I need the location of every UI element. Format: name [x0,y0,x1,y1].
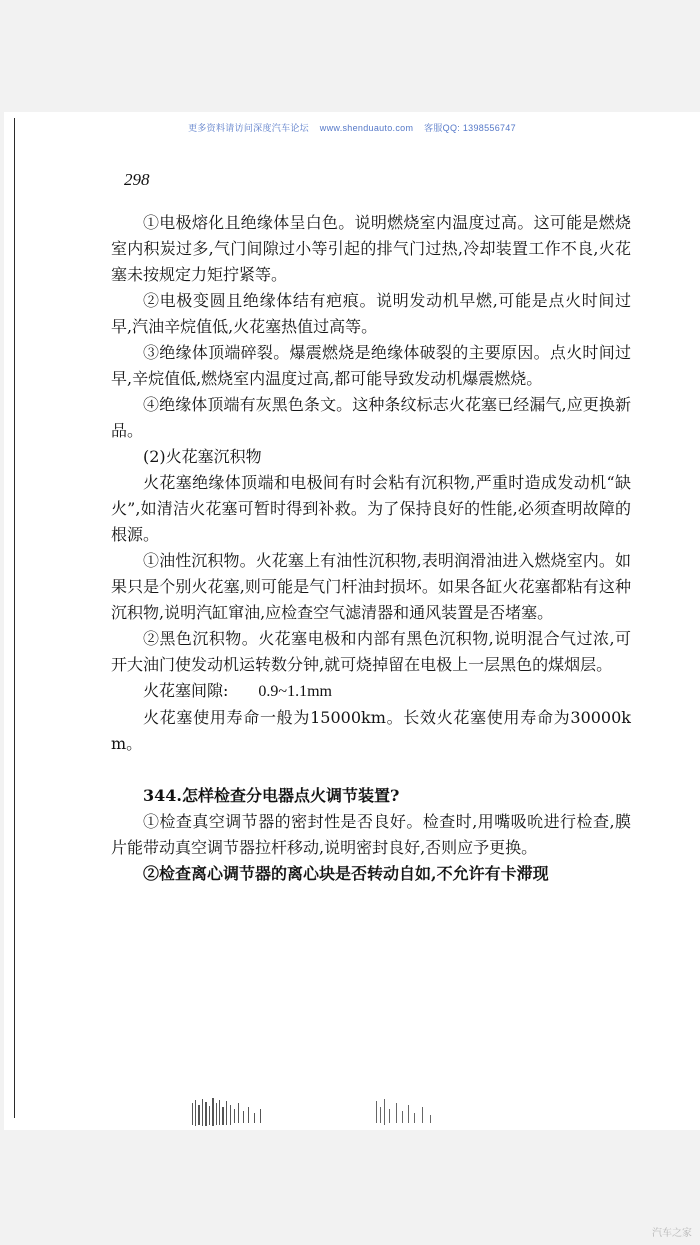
spec-value: 0.9~1.1mm [258,683,332,700]
scan-noise-right [372,1097,452,1127]
answer-vacuum-regulator: ①检查真空调节器的密封性是否良好。检查时,用嘴吸吮进行检查,膜片能带动真空调节器拉杆移动,说明密封良好,否则应予更换。 [111,812,631,857]
spec-label: 火花塞间隙: [143,681,229,700]
scanned-page [4,112,700,1130]
header-site-text: 更多资料请访问深度汽车论坛 [188,123,309,133]
page-body [111,210,631,887]
section-spacer [111,757,631,783]
paragraph-service-life: 火花塞使用寿命一般为15000km。长效火花塞使用寿命为30000km。 [111,708,631,753]
answer-centrifugal-regulator: ②检查离心调节器的离心块是否转动自如,不允许有卡滞现 [143,864,549,883]
paragraph-electrode-melted: ①电极熔化且绝缘体呈白色。说明燃烧室内温度过高。这可能是燃烧室内积炭过多,气门间隙过小等引起的排气门过热,冷却装置工作不良,火花塞未按规定力矩拧紧等。 [111,213,631,284]
page-edge-line [14,118,15,1118]
question-heading: 344.怎样检查分电器点火调节装置? [143,786,400,805]
spark-plug-gap-spec [111,678,631,705]
scan-noise-left [190,1097,270,1127]
page-number: 298 [124,170,150,189]
paragraph-electrode-rounded: ②电极变圆且绝缘体结有疤痕。说明发动机早燃,可能是点火时间过早,汽油辛烷值低,火花塞热值过高等。 [111,291,631,336]
header-url[interactable]: www.shenduauto.com [319,123,414,133]
paragraph-insulator-cracked: ③绝缘体顶端碎裂。爆震燃烧是绝缘体破裂的主要原因。点火时间过早,辛烷值低,燃烧室内温度过高,都可能导致发动机爆震燃烧。 [111,343,631,388]
paragraph-insulator-streaks: ④绝缘体顶端有灰黑色条文。这种条纹标志火花塞已经漏气,应更换新品。 [111,395,631,440]
page-header-banner [4,121,700,134]
watermark-text: 汽车之家 [652,1228,692,1239]
header-contact: 客服QQ: 1398556747 [424,123,516,133]
paragraph-oily-deposits: ①油性沉积物。火花塞上有油性沉积物,表明润滑油进入燃烧室内。如果只是个别火花塞,则可能是气门杆油封损坏。如果各缸火花塞都粘有这种沉积物,说明汽缸窜油,应检查空气滤清器和通风装置是否堵塞。 [111,551,631,622]
section-heading-deposits: (2)火花塞沉积物 [143,447,262,466]
paragraph-deposits-intro: 火花塞绝缘体顶端和电极间有时会粘有沉积物,严重时造成发动机“缺火”,如清洁火花塞可暂时得到补救。为了保持良好的性能,必须查明故障的根源。 [111,473,631,544]
paragraph-black-deposits: ②黑色沉积物。火花塞电极和内部有黑色沉积物,说明混合气过浓,可开大油门使发动机运转数分钟,就可烧掉留在电极上一层黑色的煤烟层。 [111,629,631,674]
